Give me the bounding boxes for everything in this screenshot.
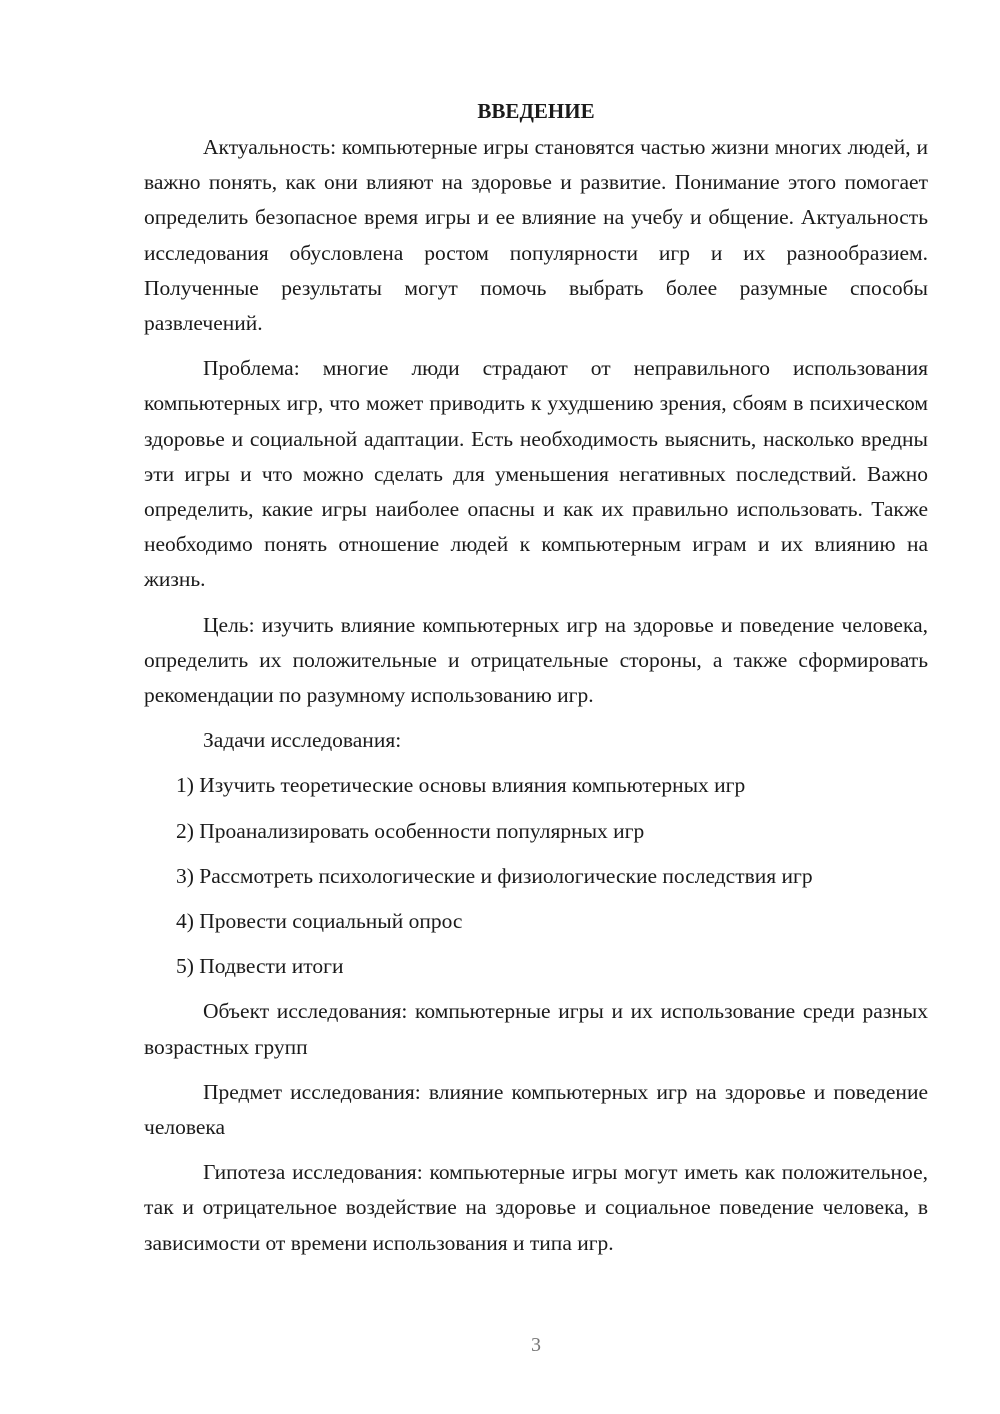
relevance-paragraph: Актуальность: компьютерные игры становятся частью жизни многих людей, и важно понять, как они влияют на здоровье и развитие. Понимание этого помогает определить безопасное время игры и ее влияние на учебу и общение. Актуальность исследования обусловлена ростом популярности игр и их разнообразием. Полученные результаты могут помочь выбрать более разумные способы развлечений. [144,135,928,336]
object-paragraph: Объект исследования: компьютерные игры и их использование среди разных возрастных групп [144,999,928,1059]
goal-paragraph: Цель: изучить влияние компьютерных игр на здоровье и поведение человека, определить их положительные и отрицательные стороны, а также сформировать рекомендации по разумному использованию игр. [144,612,928,708]
task-item-5: 5) Подвести итоги [176,954,344,979]
subject-paragraph: Предмет исследования: влияние компьютерных игр на здоровье и поведение человека [144,1079,928,1140]
task-item-1: 1) Изучить теоретические основы влияния компьютерных игр [176,773,746,798]
page-number: 3 [531,1334,541,1356]
problem-paragraph: Проблема: многие люди страдают от неправильного использования компьютерных игр, что может приводить к ухудшению зрения, сбоям в психическом здоровье и социальной адаптации. Есть необходимость выяснить, насколько вредны эти игры и что можно сделать для уменьшения негативных последствий. Важно определить, какие игры наиболее опасны и как их правильно использовать. Также необходимо понять отношение людей к компьютерным играм и их влиянию на жизнь. [144,356,928,592]
section-heading: ВВЕДЕНИЕ [477,99,595,123]
hypothesis-paragraph: Гипотеза исследования: компьютерные игры могут иметь как положительное, так и отрицательное воздействие на здоровье и социальное поведение человека, в зависимости от времени использования и типа игр. [144,1160,928,1255]
task-item-4: 4) Провести социальный опрос [176,909,463,934]
task-item-2: 2) Проанализировать особенности популярных игр [176,818,645,843]
tasks-title: Задачи исследования: [203,728,402,753]
tasks-list [144,768,928,984]
page-content [144,96,928,1271]
task-item-3: 3) Рассмотреть психологические и физиологические последствия игр [176,863,813,888]
